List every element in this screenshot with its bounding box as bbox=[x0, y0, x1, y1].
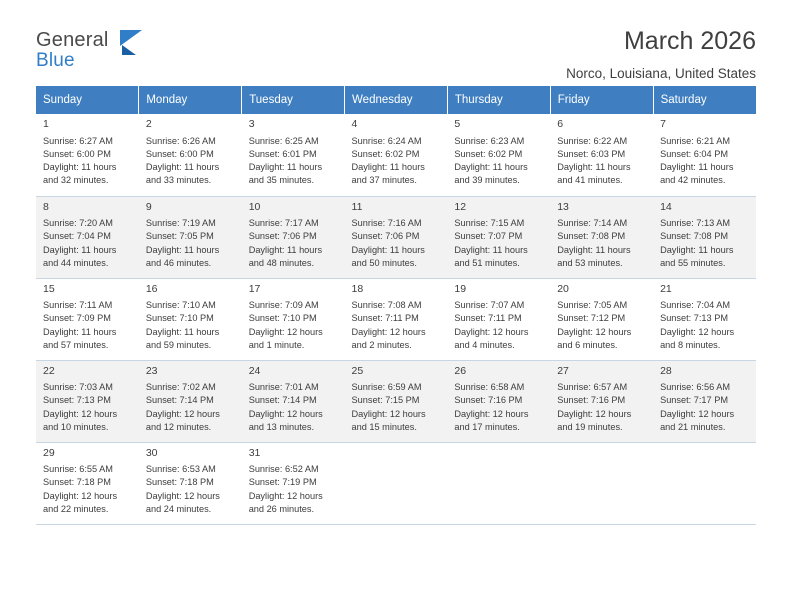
daylight-text-cont: and 46 minutes. bbox=[145, 257, 212, 268]
day-number: 17 bbox=[248, 282, 261, 295]
sunrise-text: Sunrise: 7:08 AM bbox=[351, 300, 422, 311]
calendar-table bbox=[36, 86, 756, 525]
sunrise-text: Sunrise: 6:25 AM bbox=[248, 135, 319, 146]
brand-name-blue: Blue bbox=[36, 50, 75, 71]
sunrise-text: Sunrise: 6:59 AM bbox=[351, 382, 422, 393]
weekday-header-thursday: Thursday bbox=[447, 86, 550, 114]
sunrise-text: Sunrise: 6:55 AM bbox=[43, 464, 113, 475]
sunset-text: Sunset: 7:13 PM bbox=[660, 313, 728, 324]
sunset-text: Sunset: 7:13 PM bbox=[43, 395, 111, 406]
daylight-text: Daylight: 12 hours bbox=[351, 326, 426, 337]
day-cell[interactable] bbox=[345, 278, 448, 360]
daylight-text: Daylight: 12 hours bbox=[248, 490, 323, 501]
daylight-text: Daylight: 11 hours bbox=[145, 244, 220, 255]
calendar-week-row bbox=[36, 196, 756, 278]
day-number: 1 bbox=[43, 118, 49, 130]
day-number: 25 bbox=[351, 364, 364, 377]
daylight-text: Daylight: 12 hours bbox=[351, 408, 426, 419]
sunrise-text: Sunrise: 6:56 AM bbox=[660, 382, 731, 393]
day-cell[interactable] bbox=[447, 278, 550, 360]
daylight-text-cont: and 12 minutes. bbox=[145, 421, 212, 432]
sunset-text: Sunset: 6:03 PM bbox=[557, 148, 626, 159]
day-cell[interactable] bbox=[36, 278, 139, 360]
sunset-text: Sunset: 7:06 PM bbox=[248, 231, 317, 242]
sunset-text: Sunset: 6:01 PM bbox=[248, 148, 317, 159]
day-number: 23 bbox=[145, 364, 158, 377]
sunset-text: Sunset: 7:05 PM bbox=[145, 231, 214, 242]
daylight-text: Daylight: 12 hours bbox=[145, 408, 220, 419]
day-number: 29 bbox=[43, 446, 55, 459]
sunrise-text: Sunrise: 7:14 AM bbox=[557, 218, 628, 229]
daylight-text: Daylight: 12 hours bbox=[660, 326, 735, 337]
weekday-header-monday: Monday bbox=[139, 86, 242, 114]
day-cell[interactable] bbox=[653, 196, 756, 278]
sunset-text: Sunset: 7:11 PM bbox=[351, 313, 419, 324]
calendar-body bbox=[36, 114, 756, 524]
location-subtitle: Norco, Louisiana, United States bbox=[566, 65, 756, 81]
sunset-text: Sunset: 7:14 PM bbox=[145, 395, 214, 406]
page-title: March 2026 bbox=[623, 27, 756, 55]
sunset-text: Sunset: 6:02 PM bbox=[454, 148, 523, 159]
sunrise-text: Sunrise: 7:15 AM bbox=[454, 218, 525, 229]
daylight-text-cont: and 59 minutes. bbox=[145, 339, 212, 350]
day-number: 31 bbox=[248, 446, 261, 459]
sunset-text: Sunset: 6:02 PM bbox=[351, 148, 420, 159]
sunset-text: Sunset: 7:04 PM bbox=[43, 231, 111, 242]
sunrise-text: Sunrise: 7:19 AM bbox=[145, 218, 216, 229]
day-cell[interactable] bbox=[550, 278, 653, 360]
daylight-text: Daylight: 11 hours bbox=[660, 162, 734, 173]
daylight-text-cont: and 57 minutes. bbox=[43, 339, 109, 350]
daylight-text: Daylight: 11 hours bbox=[145, 162, 220, 173]
day-cell-empty bbox=[447, 442, 550, 524]
calendar-week-row bbox=[36, 442, 756, 524]
daylight-text: Daylight: 12 hours bbox=[248, 408, 323, 419]
daylight-text: Daylight: 11 hours bbox=[557, 244, 631, 255]
day-number: 8 bbox=[43, 200, 49, 213]
sunrise-text: Sunrise: 6:26 AM bbox=[145, 135, 216, 146]
daylight-text-cont: and 37 minutes. bbox=[351, 175, 417, 186]
sunrise-text: Sunrise: 7:07 AM bbox=[454, 300, 525, 311]
day-cell[interactable] bbox=[242, 114, 345, 196]
day-number: 10 bbox=[248, 200, 261, 213]
daylight-text-cont: and 8 minutes. bbox=[660, 339, 721, 350]
day-cell[interactable] bbox=[36, 114, 139, 196]
sunrise-text: Sunrise: 6:21 AM bbox=[660, 135, 731, 146]
daylight-text-cont: and 26 minutes. bbox=[248, 503, 315, 514]
daylight-text: Daylight: 11 hours bbox=[557, 162, 631, 173]
brand-name-general: General bbox=[36, 29, 109, 51]
sunset-text: Sunset: 7:12 PM bbox=[557, 313, 626, 324]
daylight-text-cont: and 50 minutes. bbox=[351, 257, 417, 268]
sunset-text: Sunset: 6:00 PM bbox=[43, 148, 111, 159]
sunset-text: Sunset: 7:18 PM bbox=[145, 477, 214, 488]
sunrise-text: Sunrise: 6:58 AM bbox=[454, 382, 525, 393]
daylight-text: Daylight: 11 hours bbox=[454, 162, 528, 173]
calendar-header-row bbox=[36, 86, 756, 114]
sunrise-text: Sunrise: 7:01 AM bbox=[248, 382, 319, 393]
day-cell[interactable] bbox=[139, 196, 242, 278]
day-number: 6 bbox=[557, 118, 564, 130]
daylight-text: Daylight: 11 hours bbox=[454, 244, 528, 255]
sunset-text: Sunset: 7:17 PM bbox=[660, 395, 728, 406]
sunrise-text: Sunrise: 6:23 AM bbox=[454, 135, 525, 146]
daylight-text: Daylight: 12 hours bbox=[43, 490, 118, 501]
sunrise-text: Sunrise: 6:24 AM bbox=[351, 135, 422, 146]
day-cell[interactable] bbox=[345, 360, 448, 442]
day-cell-empty bbox=[653, 442, 756, 524]
daylight-text-cont: and 44 minutes. bbox=[43, 257, 109, 268]
weekday-header-sunday: Sunday bbox=[36, 86, 139, 114]
calendar-week-row bbox=[36, 278, 756, 360]
daylight-text-cont: and 15 minutes. bbox=[351, 421, 417, 432]
daylight-text-cont: and 55 minutes. bbox=[660, 257, 726, 268]
day-number: 21 bbox=[660, 282, 672, 295]
sunrise-text: Sunrise: 6:57 AM bbox=[557, 382, 628, 393]
day-cell[interactable] bbox=[345, 196, 448, 278]
sunrise-text: Sunrise: 6:52 AM bbox=[248, 464, 319, 475]
day-cell[interactable] bbox=[139, 278, 242, 360]
daylight-text-cont: and 19 minutes. bbox=[557, 421, 623, 432]
day-number: 3 bbox=[248, 118, 255, 130]
day-cell[interactable] bbox=[36, 360, 139, 442]
daylight-text-cont: and 21 minutes. bbox=[660, 421, 726, 432]
daylight-text: Daylight: 11 hours bbox=[43, 326, 117, 337]
day-number: 7 bbox=[660, 118, 666, 130]
day-number: 19 bbox=[454, 282, 467, 295]
page-header bbox=[36, 0, 756, 81]
daylight-text: Daylight: 11 hours bbox=[248, 244, 323, 255]
daylight-text: Daylight: 12 hours bbox=[660, 408, 735, 419]
daylight-text-cont: and 17 minutes. bbox=[454, 421, 520, 432]
day-number: 28 bbox=[660, 364, 672, 377]
sunset-text: Sunset: 7:10 PM bbox=[248, 313, 317, 324]
day-number: 9 bbox=[145, 200, 152, 213]
title-block bbox=[36, 28, 756, 81]
sunrise-text: Sunrise: 7:05 AM bbox=[557, 300, 628, 311]
sunset-text: Sunset: 7:19 PM bbox=[248, 477, 317, 488]
day-cell[interactable] bbox=[36, 196, 139, 278]
daylight-text: Daylight: 12 hours bbox=[248, 326, 323, 337]
day-number: 2 bbox=[145, 118, 152, 130]
day-cell[interactable] bbox=[139, 442, 242, 524]
sunset-text: Sunset: 7:09 PM bbox=[43, 313, 111, 324]
day-cell[interactable] bbox=[345, 114, 448, 196]
sunset-text: Sunset: 7:07 PM bbox=[454, 231, 523, 242]
daylight-text: Daylight: 12 hours bbox=[454, 326, 529, 337]
day-number: 16 bbox=[145, 282, 158, 295]
day-number: 12 bbox=[454, 200, 467, 213]
sunset-text: Sunset: 6:04 PM bbox=[660, 148, 728, 159]
daylight-text: Daylight: 12 hours bbox=[43, 408, 118, 419]
daylight-text: Daylight: 11 hours bbox=[660, 244, 734, 255]
daylight-text: Daylight: 11 hours bbox=[43, 244, 117, 255]
sunrise-text: Sunrise: 6:22 AM bbox=[557, 135, 628, 146]
daylight-text-cont: and 35 minutes. bbox=[248, 175, 315, 186]
weekday-header-wednesday: Wednesday bbox=[345, 86, 448, 114]
sunset-text: Sunset: 6:00 PM bbox=[145, 148, 214, 159]
daylight-text: Daylight: 12 hours bbox=[454, 408, 529, 419]
daylight-text: Daylight: 11 hours bbox=[351, 244, 425, 255]
daylight-text-cont: and 2 minutes. bbox=[351, 339, 412, 350]
sunrise-text: Sunrise: 7:11 AM bbox=[43, 300, 113, 311]
flag-triangle-icon bbox=[120, 30, 142, 46]
sunset-text: Sunset: 7:06 PM bbox=[351, 231, 420, 242]
calendar-week-row bbox=[36, 360, 756, 442]
day-number: 22 bbox=[43, 364, 55, 377]
daylight-text-cont: and 13 minutes. bbox=[248, 421, 315, 432]
day-number: 15 bbox=[43, 282, 55, 295]
daylight-text: Daylight: 11 hours bbox=[145, 326, 220, 337]
weekday-header-tuesday: Tuesday bbox=[242, 86, 345, 114]
brand-logo[interactable] bbox=[36, 30, 109, 70]
daylight-text-cont: and 33 minutes. bbox=[145, 175, 212, 186]
sunset-text: Sunset: 7:16 PM bbox=[454, 395, 523, 406]
day-cell[interactable] bbox=[242, 360, 345, 442]
day-number: 14 bbox=[660, 200, 672, 213]
daylight-text-cont: and 42 minutes. bbox=[660, 175, 726, 186]
weekday-header-friday: Friday bbox=[550, 86, 653, 114]
day-number: 20 bbox=[557, 282, 569, 295]
daylight-text-cont: and 24 minutes. bbox=[145, 503, 212, 514]
sunrise-text: Sunrise: 7:17 AM bbox=[248, 218, 319, 229]
daylight-text-cont: and 53 minutes. bbox=[557, 257, 623, 268]
flag-triangle-shadow-icon bbox=[122, 45, 136, 55]
calendar-week-row bbox=[36, 114, 756, 196]
day-number: 5 bbox=[454, 118, 461, 130]
sunrise-text: Sunrise: 7:09 AM bbox=[248, 300, 319, 311]
day-cell[interactable] bbox=[653, 114, 756, 196]
daylight-text-cont: and 39 minutes. bbox=[454, 175, 520, 186]
daylight-text-cont: and 1 minute. bbox=[248, 339, 305, 350]
day-cell[interactable] bbox=[242, 442, 345, 524]
sunset-text: Sunset: 7:11 PM bbox=[454, 313, 522, 324]
day-cell[interactable] bbox=[550, 360, 653, 442]
sunset-text: Sunset: 7:10 PM bbox=[145, 313, 214, 324]
day-cell[interactable] bbox=[36, 442, 139, 524]
day-cell[interactable] bbox=[242, 278, 345, 360]
sunrise-text: Sunrise: 7:03 AM bbox=[43, 382, 113, 393]
day-number: 18 bbox=[351, 282, 364, 295]
day-cell[interactable] bbox=[139, 114, 242, 196]
day-cell-empty bbox=[345, 442, 448, 524]
day-cell[interactable] bbox=[447, 360, 550, 442]
daylight-text-cont: and 48 minutes. bbox=[248, 257, 315, 268]
daylight-text: Daylight: 12 hours bbox=[557, 408, 632, 419]
daylight-text: Daylight: 12 hours bbox=[145, 490, 220, 501]
sunset-text: Sunset: 7:08 PM bbox=[660, 231, 728, 242]
day-number: 4 bbox=[351, 118, 358, 130]
sunset-text: Sunset: 7:14 PM bbox=[248, 395, 317, 406]
day-cell[interactable] bbox=[653, 360, 756, 442]
day-number: 24 bbox=[248, 364, 261, 377]
day-cell[interactable] bbox=[653, 278, 756, 360]
sunrise-text: Sunrise: 7:20 AM bbox=[43, 218, 113, 229]
sunrise-text: Sunrise: 7:10 AM bbox=[145, 300, 216, 311]
sunset-text: Sunset: 7:08 PM bbox=[557, 231, 626, 242]
day-cell[interactable] bbox=[550, 196, 653, 278]
daylight-text-cont: and 32 minutes. bbox=[43, 175, 109, 186]
daylight-text-cont: and 10 minutes. bbox=[43, 421, 109, 432]
sunset-text: Sunset: 7:15 PM bbox=[351, 395, 420, 406]
daylight-text-cont: and 4 minutes. bbox=[454, 339, 515, 350]
daylight-text-cont: and 41 minutes. bbox=[557, 175, 623, 186]
day-cell[interactable] bbox=[447, 196, 550, 278]
daylight-text: Daylight: 11 hours bbox=[43, 162, 117, 173]
sunrise-text: Sunrise: 7:02 AM bbox=[145, 382, 216, 393]
sunrise-text: Sunrise: 7:04 AM bbox=[660, 300, 731, 311]
weekday-header-saturday: Saturday bbox=[653, 86, 756, 114]
sunset-text: Sunset: 7:18 PM bbox=[43, 477, 111, 488]
daylight-text: Daylight: 12 hours bbox=[557, 326, 632, 337]
day-number: 13 bbox=[557, 200, 569, 213]
day-cell[interactable] bbox=[550, 114, 653, 196]
day-number: 26 bbox=[454, 364, 467, 377]
day-cell-empty bbox=[550, 442, 653, 524]
daylight-text-cont: and 51 minutes. bbox=[454, 257, 520, 268]
daylight-text-cont: and 22 minutes. bbox=[43, 503, 109, 514]
sunrise-text: Sunrise: 7:16 AM bbox=[351, 218, 422, 229]
sunrise-text: Sunrise: 6:27 AM bbox=[43, 135, 113, 146]
day-cell[interactable] bbox=[139, 360, 242, 442]
day-number: 27 bbox=[557, 364, 569, 377]
day-cell[interactable] bbox=[242, 196, 345, 278]
day-number: 30 bbox=[145, 446, 158, 459]
daylight-text: Daylight: 11 hours bbox=[351, 162, 425, 173]
daylight-text-cont: and 6 minutes. bbox=[557, 339, 618, 350]
daylight-text: Daylight: 11 hours bbox=[248, 162, 323, 173]
day-number: 11 bbox=[351, 200, 363, 213]
sunrise-text: Sunrise: 6:53 AM bbox=[145, 464, 216, 475]
day-cell[interactable] bbox=[447, 114, 550, 196]
sunset-text: Sunset: 7:16 PM bbox=[557, 395, 626, 406]
sunrise-text: Sunrise: 7:13 AM bbox=[660, 218, 731, 229]
